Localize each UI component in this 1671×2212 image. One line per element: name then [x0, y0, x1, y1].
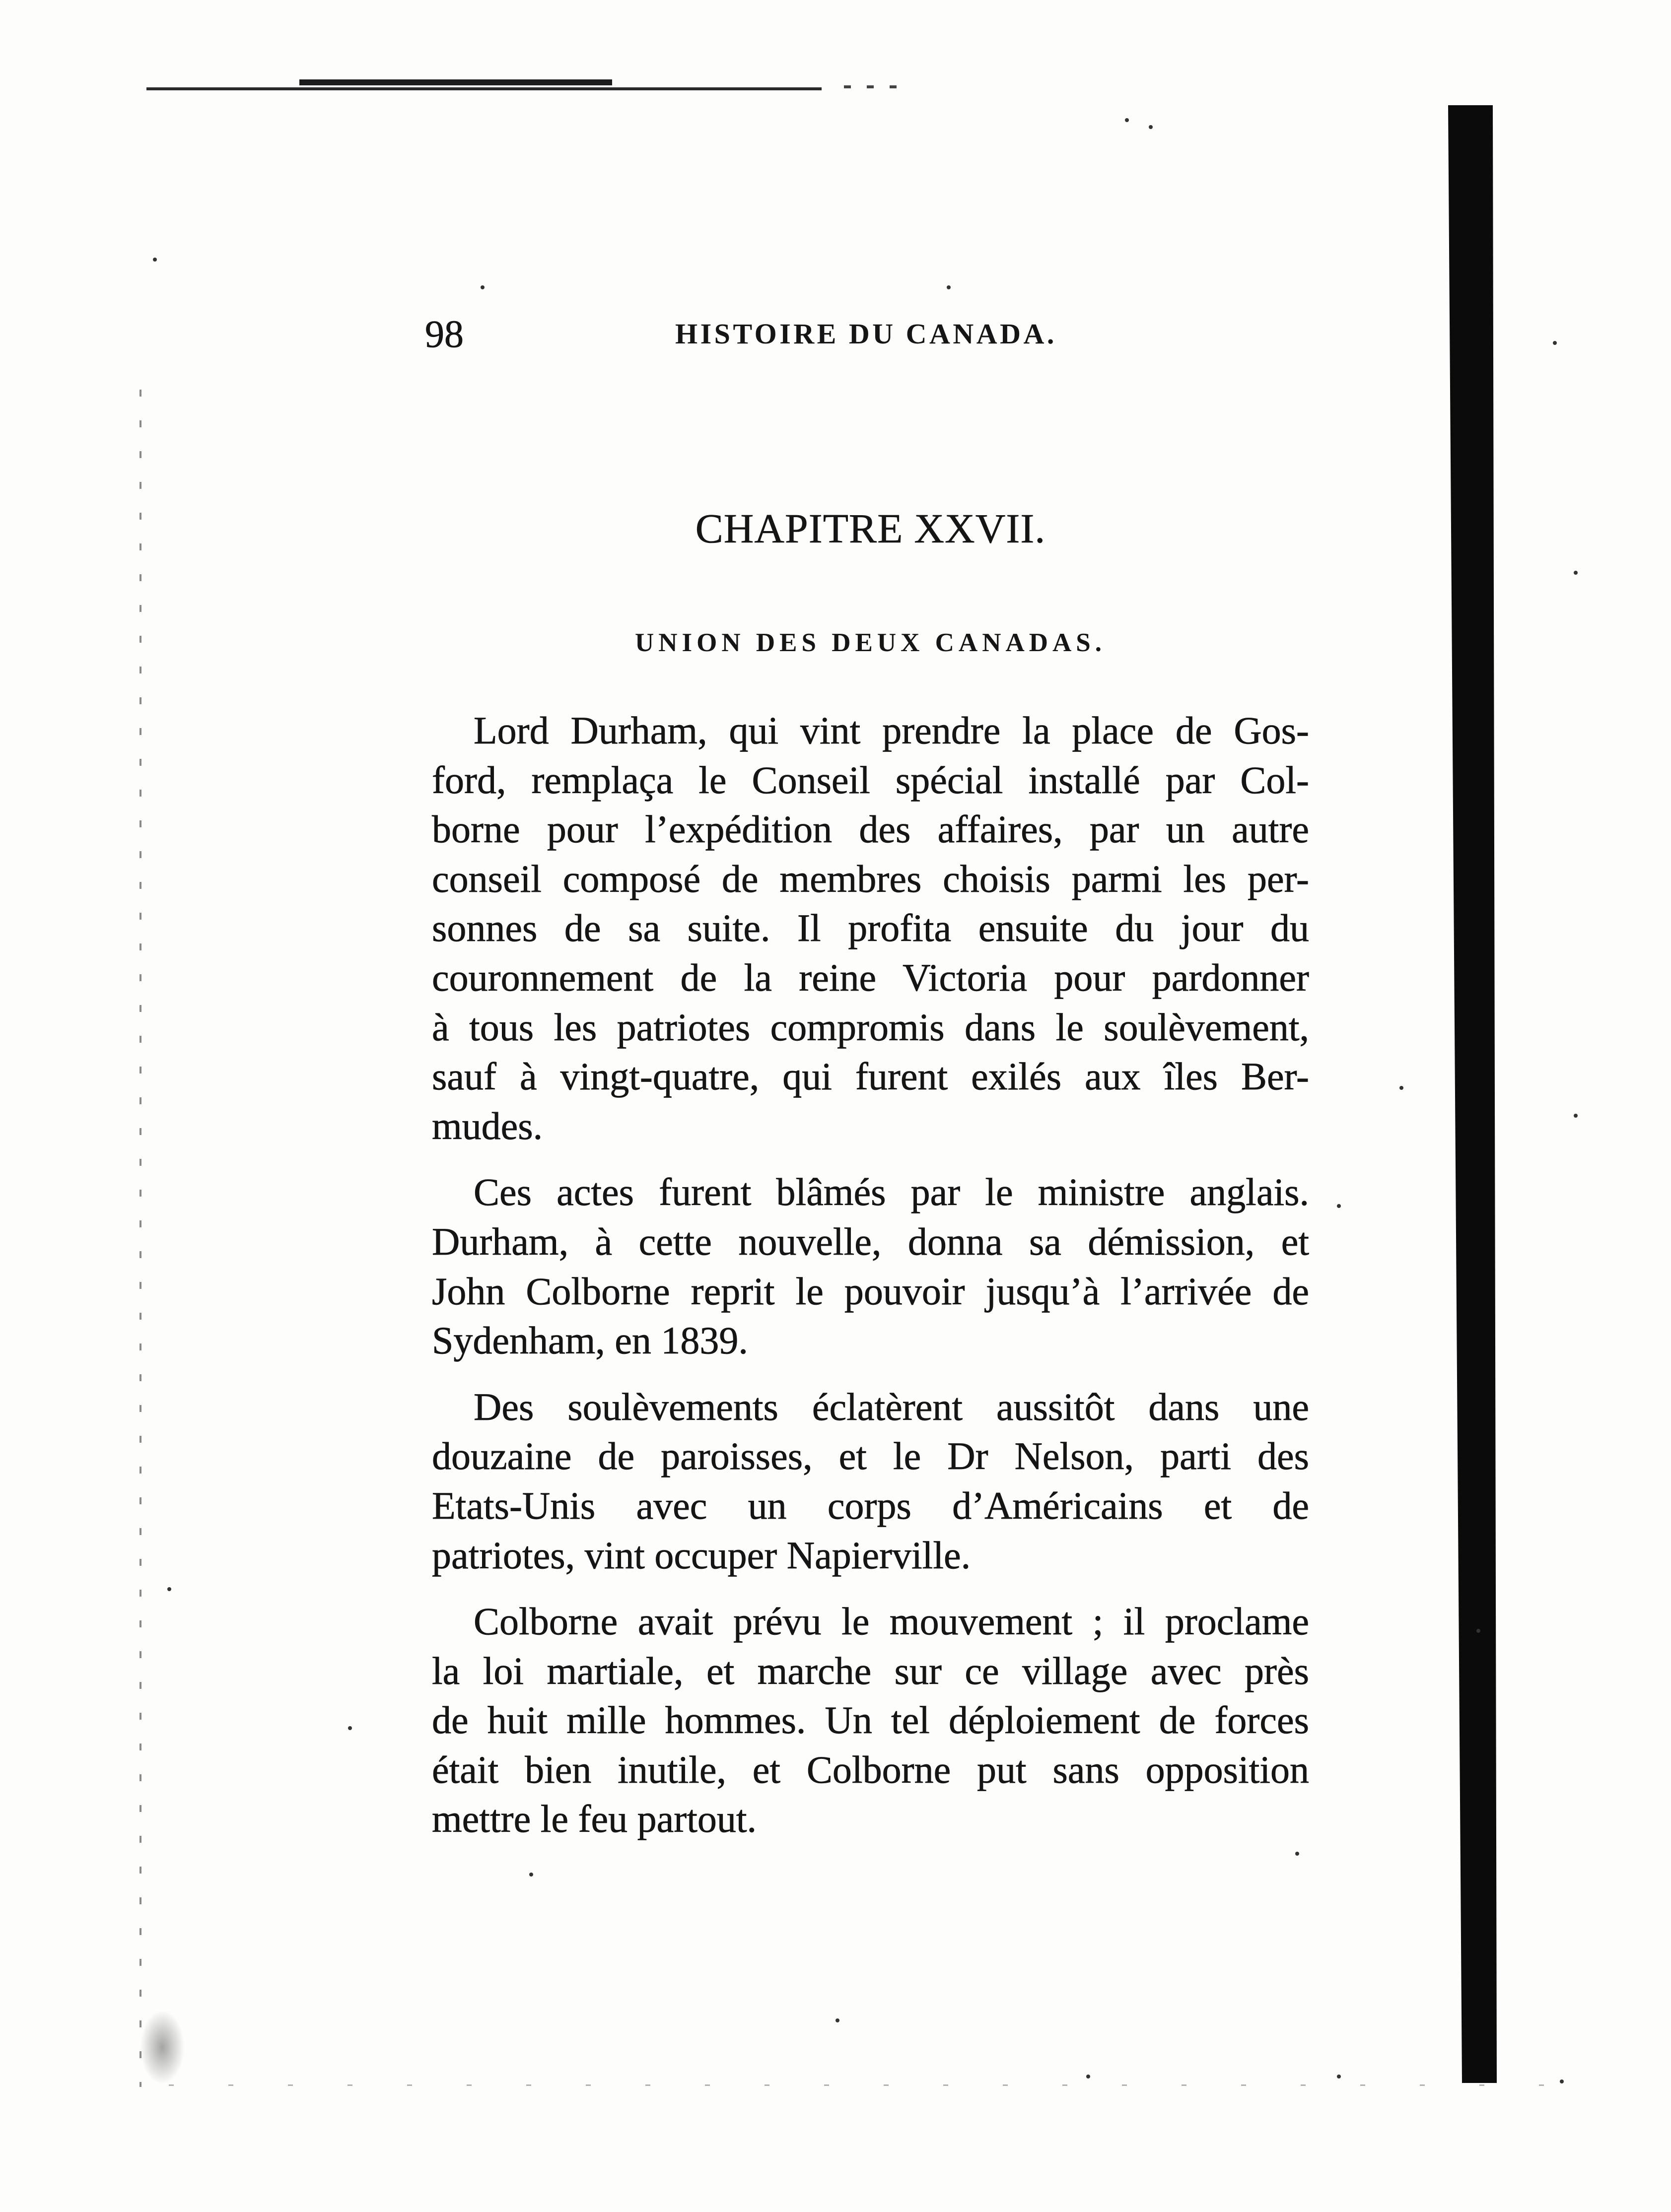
- paragraph-2-line-2: Durham, à cette nouvelle, donna sa démission, et: [432, 1219, 1309, 1263]
- speck: [1574, 571, 1578, 575]
- paragraph-3-line-1: Des soulèvements éclatèrent aussitôt dans une: [474, 1385, 1309, 1428]
- paragraph-1: [432, 706, 1309, 1150]
- body-text: [432, 706, 1309, 1861]
- scan-top-line: [146, 87, 822, 90]
- speck: [481, 285, 485, 289]
- chapter-subtitle: UNION DES DEUX CANADAS.: [634, 628, 1107, 657]
- chapter-title: CHAPITRE XXVII.: [695, 506, 1046, 552]
- paragraph-1-line-6: couronnement de la reine Victoria pour pardonner: [432, 955, 1309, 999]
- speck: [1574, 1114, 1578, 1118]
- scan-binding-shadow-bar: [1447, 105, 1497, 2083]
- paragraph-4-line-1: Colborne avait prévu le mouvement ; il proclame: [474, 1600, 1309, 1643]
- paragraph-4-line-3: de huit mille hommes. Un tel déploiement de forces: [432, 1698, 1309, 1742]
- scan-top-line-heavy: [299, 79, 612, 85]
- speck: [1560, 2079, 1564, 2083]
- scan-smudge: [140, 2010, 185, 2084]
- scan-left-page-edge: [139, 390, 141, 2087]
- paragraph-1-line-9: mudes.: [432, 1104, 543, 1147]
- speck: [167, 1587, 171, 1591]
- speck: [1149, 125, 1153, 129]
- paragraph-1-line-2: ford, remplaça le Conseil spécial installé par Col-: [432, 758, 1309, 802]
- speck: [1337, 2075, 1341, 2078]
- speck: [348, 1726, 352, 1730]
- speck: [947, 285, 951, 289]
- running-head: HISTOIRE DU CANADA.: [675, 318, 1057, 350]
- speck: [1399, 1086, 1403, 1090]
- paragraph-3-line-3: Etats-Unis avec un corps d’Américains et de: [432, 1483, 1309, 1527]
- page-number: 98: [425, 312, 464, 355]
- paragraph-4-line-5: mettre le feu partout.: [432, 1797, 757, 1841]
- paragraph-1-line-5: sonnes de sa suite. Il profita ensuite du jour du: [432, 906, 1309, 950]
- paragraph-4: [432, 1597, 1309, 1844]
- speck: [529, 1873, 533, 1877]
- paragraph-3-line-2: douzaine de paroisses, et le Dr Nelson, parti des: [432, 1434, 1309, 1478]
- paragraph-1-line-7: à tous les patriotes compromis dans le soulèvement,: [432, 1005, 1309, 1049]
- paragraph-1-line-8: sauf à vingt-quatre, qui furent exilés aux îles Ber-: [432, 1055, 1309, 1098]
- speck: [836, 2018, 839, 2022]
- speck: [1086, 2075, 1090, 2078]
- paragraph-2-line-3: John Colborne reprit le pouvoir jusqu’à l’arrivée de: [432, 1269, 1309, 1313]
- paragraph-2-line-1: Ces actes furent blâmés par le ministre anglais.: [474, 1170, 1309, 1214]
- paragraph-1-line-3: borne pour l’expédition des affaires, par un autre: [432, 807, 1309, 851]
- scan-bottom-page-edge: [169, 2084, 1559, 2086]
- speck: [1476, 1629, 1480, 1633]
- paragraph-4-line-4: était bien inutile, et Colborne put sans opposition: [432, 1747, 1309, 1791]
- paragraph-3: [432, 1382, 1309, 1580]
- paragraph-1-line-1: Lord Durham, qui vint prendre la place de Gos-: [474, 709, 1309, 752]
- paragraph-2-line-4: Sydenham, en 1839.: [432, 1319, 748, 1362]
- speck: [1125, 118, 1129, 122]
- speck: [1553, 341, 1557, 345]
- paragraph-1-line-4: conseil composé de membres choisis parmi les per-: [432, 857, 1309, 900]
- speck: [1337, 1204, 1341, 1208]
- paragraph-4-line-2: la loi martiale, et marche sur ce village avec près: [432, 1649, 1309, 1692]
- paragraph-3-line-4: patriotes, vint occuper Napierville.: [432, 1533, 971, 1577]
- speck: [153, 258, 157, 262]
- scan-top-line-fragments: [844, 85, 904, 88]
- paragraph-2: [432, 1167, 1309, 1365]
